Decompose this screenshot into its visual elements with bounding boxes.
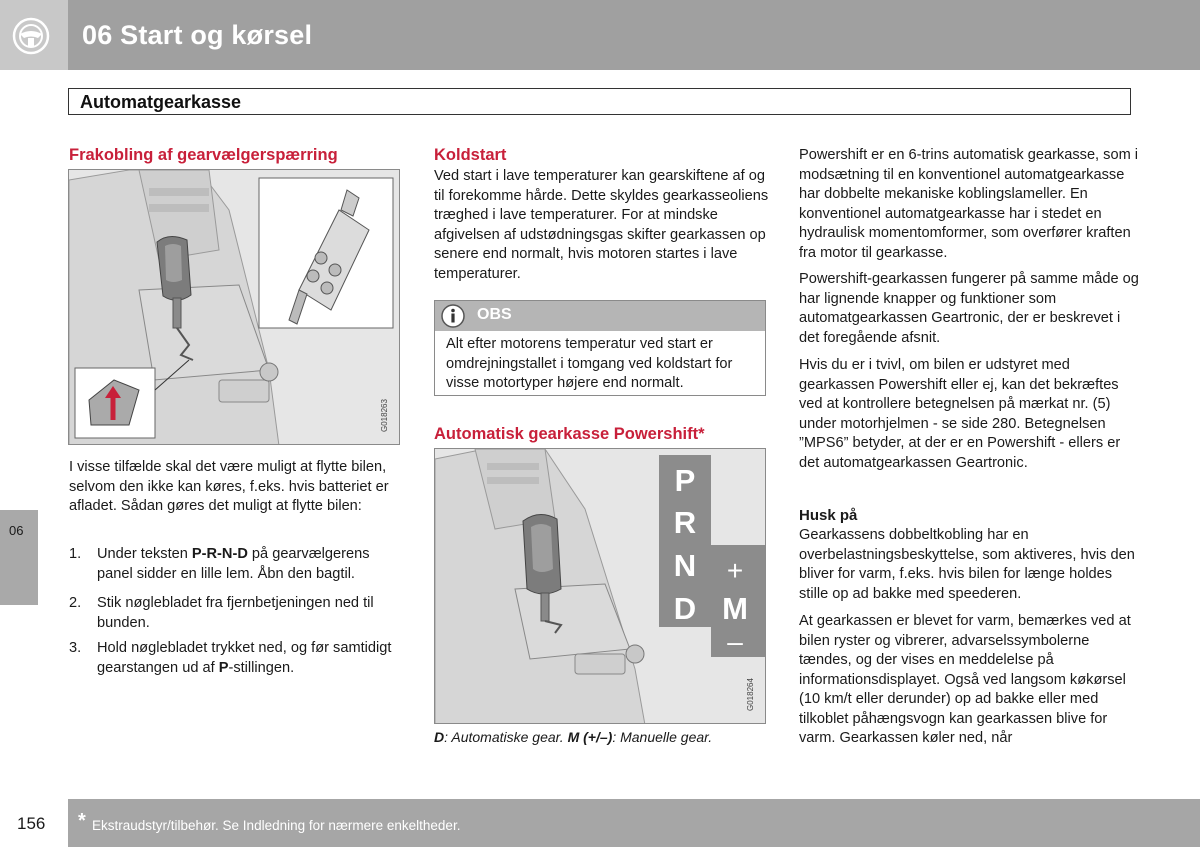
gear-letter-n: N xyxy=(673,548,697,583)
obs-note-header xyxy=(435,301,765,331)
page-number: 156 xyxy=(17,814,46,833)
chapter-side-tab-label: 06 xyxy=(9,523,24,538)
koldstart-paragraph: Ved start i lave temperaturer kan gearskiftene af og til forekomme hårde. Dette skyldes gearkasseoliens træghed i lave temperaturer. For at mindske afgivelsen af udstødningsgas skifter gearkassen op senere end normalt, hvis motoren startes i lave temperaturer. xyxy=(434,168,769,282)
paragraph: Hvis du er i tvivl, om bilen er udstyret med gearkassen Powershift eller ej, kan det bekræftes ved at kontrollere betegnelsen på mærkat nr. (5) under motorhjelmen - se side 280. Betegnelsen ”MPS6” betyder, at der er en Powershift - ellers er det automatgearkassen Geartronic. xyxy=(799,357,1121,471)
gear-minus: – xyxy=(727,626,743,657)
gear-letter-d: D xyxy=(673,591,697,626)
steering-wheel-icon xyxy=(11,16,51,56)
footnote-star: * xyxy=(78,810,86,832)
paragraph: At gearkassen er blevet for varm, bemærkes ved at bilen ryster og vibrerer, advarselssymbolerne tændes, og der vises en meddelelse på informationsdisplayet. Også ved langsom køkørsel (10 km/t eller derunder) op ad bakke eller med tilkoblet påhængsvogn kan gearkassen blive for varm. Gearkassen køler ned, når xyxy=(799,613,1131,746)
chapter-title: 06 Start og kørsel xyxy=(82,20,313,50)
paragraph: Gearkassens dobbeltkobling har en overbelastningsbeskyttelse, som aktiveres, hvis den bliver for varm, f.eks. hvis bilen for længe holdes stille op ad bakke med speederen. xyxy=(799,527,1135,602)
obs-label: OBS xyxy=(477,306,512,323)
footnote: Ekstraudstyr/tilbehør. Se Indledning for nærmere enkeltheder. xyxy=(92,818,461,833)
step-text: Stik nøglebladet fra fjernbetjeningen ned til bunden. xyxy=(97,595,374,631)
paragraph: Powershift er en 6-trins automatisk gearkasse, som i modsætning til en konventionel automatgearkasse har dobbelte mekaniske koblingslameller. En konventionel automatgearkasse har i stedet en hydraulisk momentomformer, som overfører kraften fra motor til gearkasse. xyxy=(799,147,1139,261)
figure-code: G018263 xyxy=(380,399,389,432)
obs-note-box xyxy=(434,300,766,396)
heading-husk-paa: Husk på xyxy=(799,507,858,524)
paragraph: Powershift-gearkassen fungerer på samme måde og har lignende knapper og funktioner som automatgearkassen Geartronic, der er beskrevet i det foregående afsnit. xyxy=(799,271,1139,346)
gear-m: M xyxy=(722,591,748,626)
gear-letter-p: P xyxy=(674,463,696,498)
heading-koldstart: Koldstart xyxy=(434,146,507,164)
heading-powershift: Automatisk gearkasse Powershift* xyxy=(434,425,705,443)
step-text: Hold nøglebladet trykket ned, og før samtidigt gearstangen ud af P-stillingen. xyxy=(97,640,392,676)
gear-selector-illustration xyxy=(69,170,400,445)
powershift-illustration xyxy=(435,449,766,724)
step-number: 2. xyxy=(69,595,82,611)
figure-powershift-gear-panel xyxy=(434,448,766,724)
step-number: 1. xyxy=(69,546,82,562)
heading-frakobling: Frakobling af gearvælgerspærring xyxy=(69,146,338,164)
step-number: 3. xyxy=(69,640,82,656)
figure-gear-selector-key xyxy=(68,169,400,445)
figure-code: G018264 xyxy=(746,678,755,711)
intro-paragraph: I visse tilfælde skal det være muligt at flytte bilen, selvom den ikke kan køres, f.eks. hvis batteriet er afladet. Sådan gøres det muligt at flytte bilen: xyxy=(69,459,389,514)
section-title: Automatgearkasse xyxy=(80,92,242,112)
step-text: Under teksten P-R-N-D på gearvælgerens panel sidder en lille lem. Åbn den bagtil. xyxy=(97,546,370,582)
figure-caption: D: Automatiske gear. M (+/–): Manuelle gear. xyxy=(434,729,713,745)
header-icon-area xyxy=(0,0,68,70)
obs-text: Alt efter motorens temperatur ved start er omdrejningstallet i tomgang ved koldstart for visse motortyper højere end normalt. xyxy=(446,336,733,391)
gear-letter-r: R xyxy=(673,505,697,540)
gear-plus: + xyxy=(726,555,744,586)
info-icon xyxy=(441,304,465,328)
